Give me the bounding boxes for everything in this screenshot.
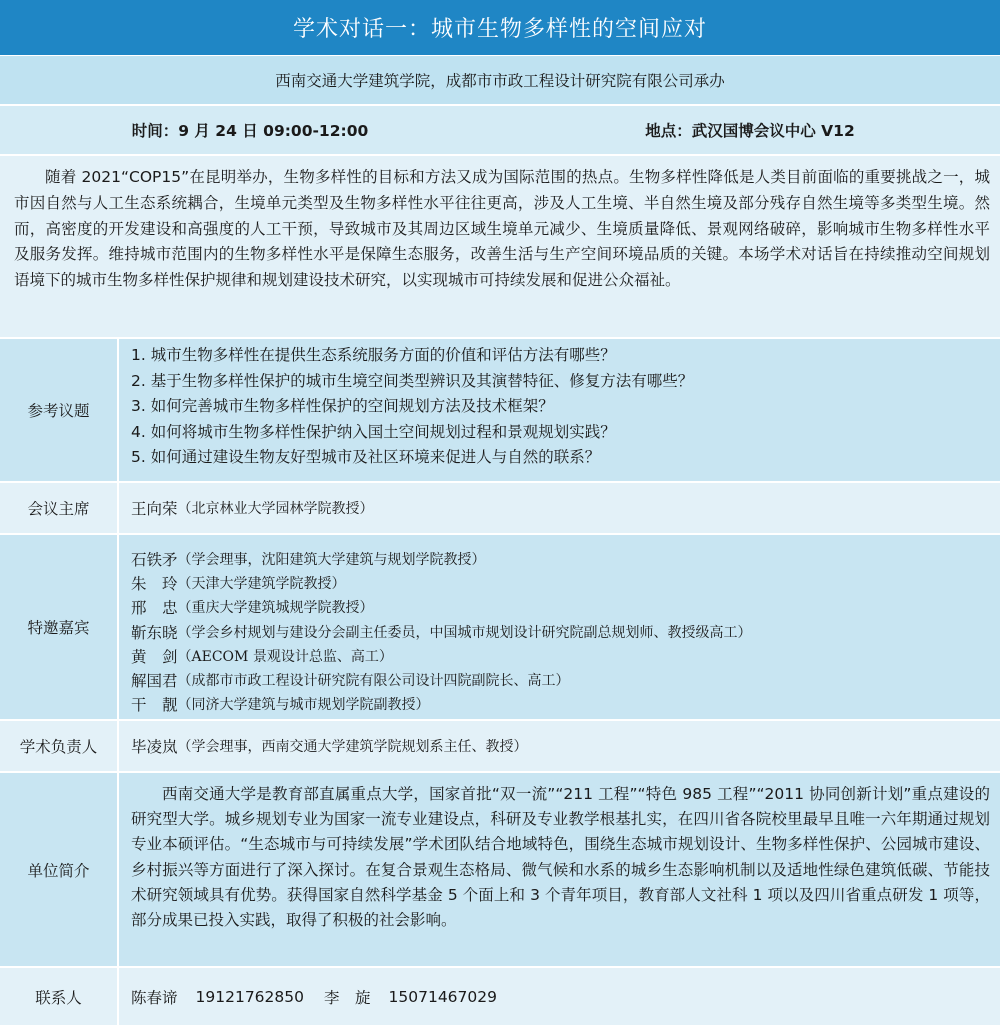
topic-item: 1. 城市生物多样性在提供生态系统服务方面的价值和评估方法有哪些？ — [131, 346, 616, 364]
lead-note: （学会理事，西南交通大学建筑学院规划系主任、教授） — [177, 739, 528, 755]
guest-note: （AECOM 景观设计总监、高工） — [177, 648, 393, 665]
guest-note: （重庆大学建筑城规学院教授） — [177, 600, 374, 617]
guests-label: 特邀嘉宾 — [0, 535, 119, 719]
unit-content — [119, 773, 1000, 966]
guest-item — [131, 548, 1000, 572]
guests-list — [119, 535, 1000, 719]
guest-name: 靳东晓 — [131, 623, 178, 642]
unit-text: 西南交通大学是教育部直属重点大学，国家首批“双一流”“211 工程”“特色 985 工程”“2011 协同创新计划”重点建设的研究型大学。城乡规划专业为国家一流专业建设点，科研及专业教学根基扎实，在四川省各院校里最早且唯一六年期通过规划专业本硕评估。“生态城市与可持续发展”学术团队结合地域特色，围绕生态城市规划设计、生物多样性保护、公园城市建设、乡村振兴等方面进行了深入探讨。在复合景观生态格局、微气候和水系的城乡生态影响机制以及适地性绿色建筑低碳、节能技术研究领域具有优势。获得国家自然科学基金 5 个面上和 3 个青年项目，教育部人文社科 1 项以及四川省重点研发 1 项等，部分成果已投入实践，取得了积极的社会影响。 — [131, 785, 990, 930]
lead-name: 毕凌岚 — [131, 738, 178, 756]
contact-row — [0, 968, 1000, 1025]
guest-note: （学会理事，沈阳建筑大学建筑与规划学院教授） — [177, 552, 486, 568]
topics-row — [0, 339, 1000, 483]
chair-note: （北京林业大学园林学院教授） — [177, 501, 374, 517]
guest-name: 邢 忠 — [131, 599, 178, 618]
topic-item: 2. 基于生物多样性保护的城市生境空间类型辨识及其演替特征、修复方法有哪些？ — [131, 371, 694, 390]
guests-row — [0, 535, 1000, 721]
guest-item — [131, 596, 1000, 620]
event-place: 地点：武汉国博会议中心 V12 — [645, 122, 855, 140]
topic-item: 4. 如何将城市生物多样性保护纳入国土空间规划过程和景观规划实践？ — [131, 422, 616, 441]
lead-content — [119, 721, 1000, 771]
contact-label: 联系人 — [0, 968, 119, 1025]
chair-content — [119, 483, 1000, 533]
guest-name: 解国君 — [131, 672, 178, 691]
organizer-line: 西南交通大学建筑学院，成都市市政工程设计研究院有限公司承办 — [0, 56, 1000, 106]
guest-item — [131, 693, 1000, 717]
chair-label: 会议主席 — [0, 483, 119, 533]
guest-note: （学会乡村规划与建设分会副主任委员，中国城市规划设计研究院副总规划师、教授级高工） — [177, 624, 752, 641]
event-time: 时间：9 月 24 日 09:00-12:00 — [131, 122, 369, 140]
contact-name: 李 旋 — [324, 988, 371, 1007]
lead-row — [0, 721, 1000, 773]
page-title: 学术对话一：城市生物多样性的空间应对 — [0, 0, 1000, 56]
guest-note: （成都市市政工程设计研究院有限公司设计四院副院长、高工） — [177, 673, 570, 690]
guest-name: 干 靓 — [131, 696, 178, 715]
contact-name: 陈春谛 — [131, 988, 178, 1007]
contact-phone: 15071467029 — [388, 987, 497, 1006]
topic-item: 5. 如何通过建设生物友好型城市及社区环境来促进人与自然的联系？ — [131, 448, 601, 466]
guest-item — [131, 621, 1000, 645]
unit-label: 单位简介 — [0, 773, 119, 966]
guest-name: 黄 剑 — [131, 647, 178, 666]
intro-paragraph: 随着 2021“COP15”在昆明举办，生物多样性的目标和方法又成为国际范围的热点。生物多样性降低是人类目前面临的重要挑战之一，城市因自然与人工生态系统耦合，生境单元类型及生物多样性水平往往更高，涉及人工生境、半自然生境及部分残存自然生境等多类型生境。然而，高密度的开发建设和高强度的人工干预，导致城市及其周边区域生境单元减少、生境质量降低、景观网络破碎，影响城市生物多样性水平及服务发挥。维持城市范围内的生物多样性水平是保障生态服务，改善生活与生产空间环境品质的关键。本场学术对话旨在持续推动空间规划语境下的城市生物多样性保护规律和规划建设技术研究，以实现城市可持续发展和促进公众福祉。 — [0, 156, 1000, 339]
contact-content — [119, 968, 1000, 1025]
lead-label: 学术负责人 — [0, 721, 119, 771]
topic-item: 3. 如何完善城市生物多样性保护的空间规划方法及技术框架？ — [131, 397, 554, 415]
guest-note: （同济大学建筑与城市规划学院副教授） — [177, 697, 430, 714]
guest-name: 石铁矛 — [131, 551, 178, 569]
topics-label: 参考议题 — [0, 339, 119, 481]
unit-row — [0, 773, 1000, 968]
time-place-row — [0, 106, 1000, 156]
guest-note: （天津大学建筑学院教授） — [177, 576, 346, 593]
guest-item — [131, 669, 1000, 693]
contact-phone: 19121762850 — [195, 987, 304, 1006]
topics-list — [119, 339, 1000, 481]
chair-row — [0, 483, 1000, 535]
guest-name: 朱 玲 — [131, 575, 178, 594]
guest-item — [131, 572, 1000, 596]
guest-item — [131, 645, 1000, 669]
chair-name: 王向荣 — [131, 500, 178, 518]
